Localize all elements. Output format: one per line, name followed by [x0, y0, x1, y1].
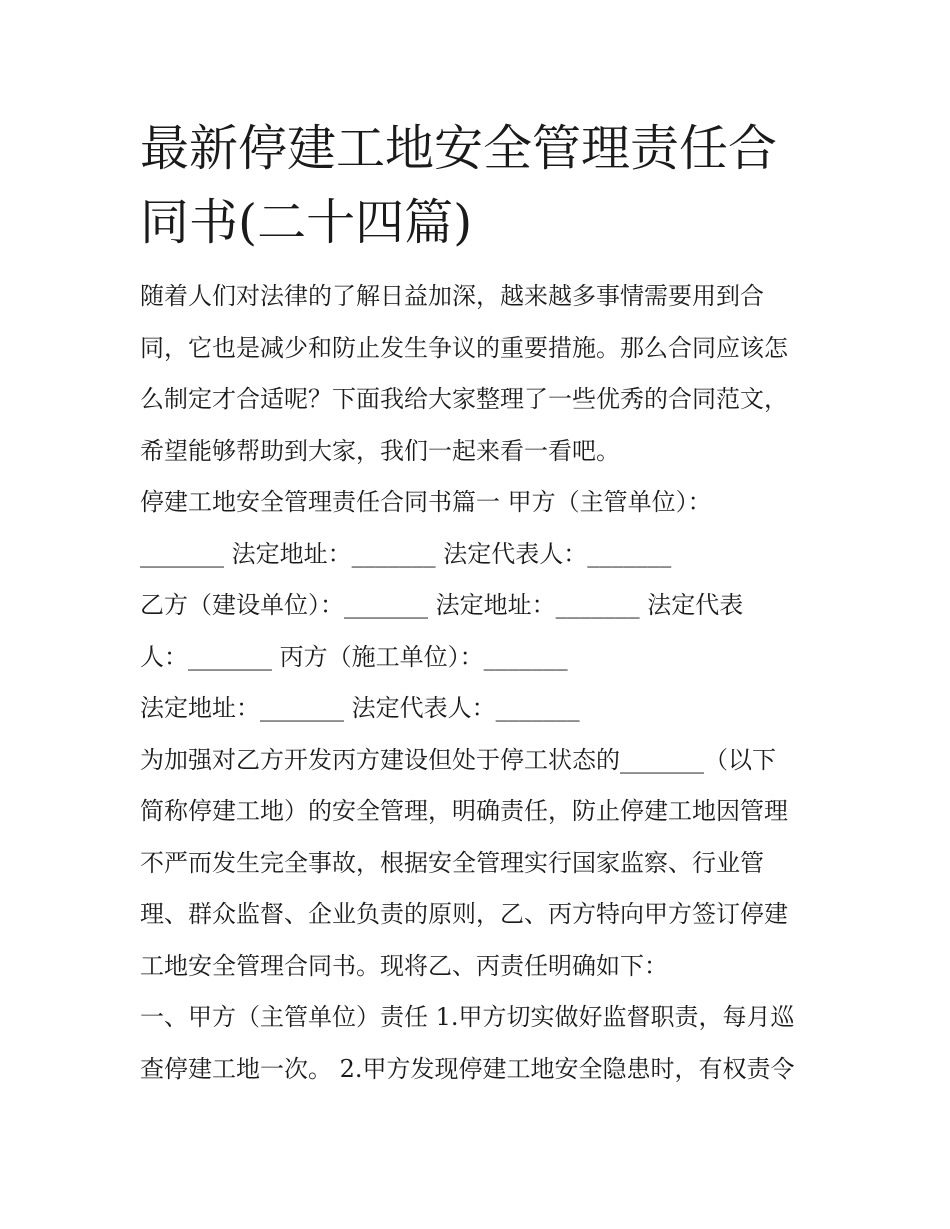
- title-line-1: 最新停建工地安全管理责任合: [140, 120, 778, 177]
- intro-line-3: 么制定才合适呢？下面我给大家整理了一些优秀的合同范文，: [140, 385, 788, 413]
- purpose-line-5: 工地安全管理合同书。现将乙、丙责任明确如下：: [140, 951, 668, 980]
- clause-line-2: 查停建工地一次。 2.甲方发现停建工地安全隐患时，有权责令: [140, 1054, 795, 1083]
- purpose-line-1: 为加强对乙方开发丙方建设但处于停工状态的_______（以下: [140, 745, 776, 774]
- purpose-line-3: 不严而发生完全事故，根据安全管理实行国家监察、行业管: [140, 848, 764, 877]
- clause-line-1: 一、甲方（主管单位）责任 1.甲方切实做好监督职责，每月巡: [140, 1003, 795, 1031]
- intro-line-1: 随着人们对法律的了解日益加深，越来越多事情需要用到合: [140, 282, 764, 310]
- party-a-details-line: _______ 法定地址：_______ 法定代表人：_______: [140, 539, 672, 568]
- document-title: [140, 112, 830, 260]
- document-body: [140, 271, 830, 1095]
- intro-line-4: 希望能够帮助到大家，我们一起来看一看吧。: [140, 436, 620, 465]
- purpose-line-2: 简称停建工地）的安全管理，明确责任，防止停建工地因管理: [140, 797, 788, 825]
- party-c-details-line: 法定地址：_______ 法定代表人：_______: [140, 694, 580, 722]
- intro-line-2: 同，它也是减少和防止发生争议的重要措施。那么合同应该怎: [140, 333, 788, 362]
- document-page: [140, 112, 830, 1095]
- purpose-line-4: 理、群众监督、企业负责的原则，乙、丙方特向甲方签订停建: [140, 900, 788, 928]
- party-b-line: 乙方（建设单位）：_______ 法定地址：_______ 法定代表: [140, 591, 744, 619]
- section-heading-line: 停建工地安全管理责任合同书篇一 甲方（主管单位）：: [140, 488, 712, 516]
- title-line-2: 同书(二十四篇): [140, 194, 473, 251]
- party-c-line: 人：_______ 丙方（施工单位）：_______: [140, 642, 568, 671]
